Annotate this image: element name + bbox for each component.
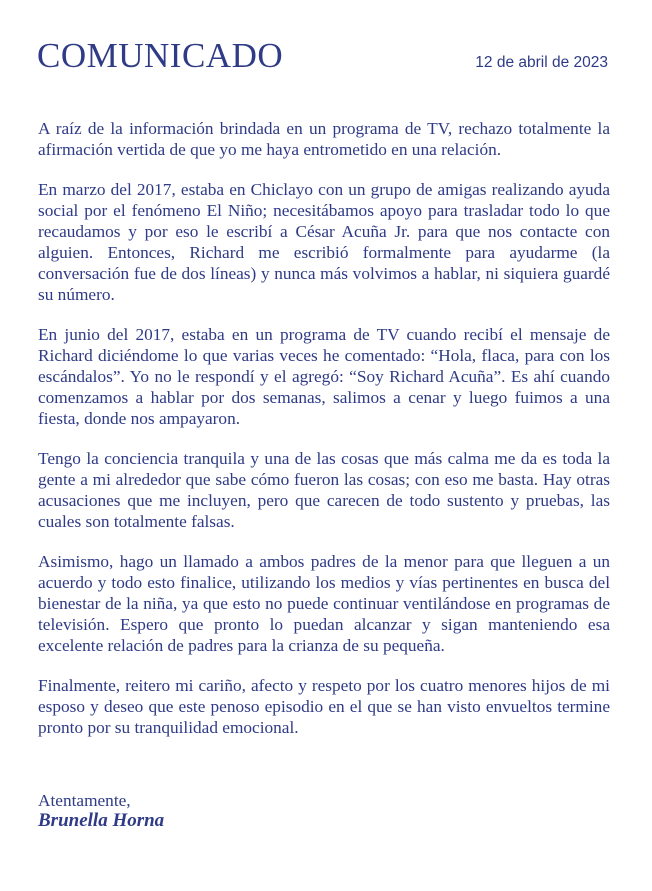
document-date: 12 de abril de 2023 (475, 54, 608, 71)
closing-salutation: Atentamente, (38, 791, 131, 810)
paragraph-1: A raíz de la información brindada en un programa de TV, rechazo totalmente la afirmación vertida de que yo me haya entrometido en una relación. (38, 119, 610, 159)
paragraph-4: Tengo la conciencia tranquila y una de las cosas que más calma me da es toda la gente a mi alrededor que sabe cómo fueron las cosas; con eso me basta. Hay otras acusaciones que me incluyen, pero que carecen de todo sustento y pruebas, las cuales son totalmente falsas. (38, 449, 610, 531)
document-title: COMUNICADO (37, 36, 284, 75)
signature-name: Brunella Horna (38, 810, 165, 831)
statement-body (38, 118, 610, 757)
paragraph-6: Finalmente, reitero mi cariño, afecto y respeto por los cuatro menores hijos de mi esposo y deseo que este penoso episodio en el que se han visto envueltos termine pronto por su tranquilidad emocional. (38, 676, 610, 737)
paragraph-5: Asimismo, hago un llamado a ambos padres de la menor para que lleguen a un acuerdo y todo esto finalice, utilizando los medios y vías pertinentes en busca del bienestar de la niña, ya que esto no puede continuar ventilándose en programas de televisión. Espero que pronto lo puedan alcanzar y sigan manteniendo esa excelente relación de padres para la crianza de su pequeña. (38, 552, 610, 655)
paragraph-3: En junio del 2017, estaba en un programa de TV cuando recibí el mensaje de Richard diciéndome lo que varias veces he comentado: “Hola, flaca, para con los escándalos”. Yo no le respondí y el agregó: “Soy Richard Acuña”. Es ahí cuando comenzamos a hablar por dos semanas, salimos a cenar y luego fuimos a una fiesta, donde nos ampayaron. (38, 325, 610, 428)
paragraph-2: En marzo del 2017, estaba en Chiclayo con un grupo de amigas realizando ayuda social por el fenómeno El Niño; necesitábamos apoyo para trasladar todo lo que recaudamos y por eso le escribí a César Acuña Jr. para que nos contacte con alguien. Entonces, Richard me escribió formalmente para ayudarme (la conversación fue de dos líneas) y nunca más volvimos a hablar, ni siquiera guardé su número. (38, 180, 610, 304)
